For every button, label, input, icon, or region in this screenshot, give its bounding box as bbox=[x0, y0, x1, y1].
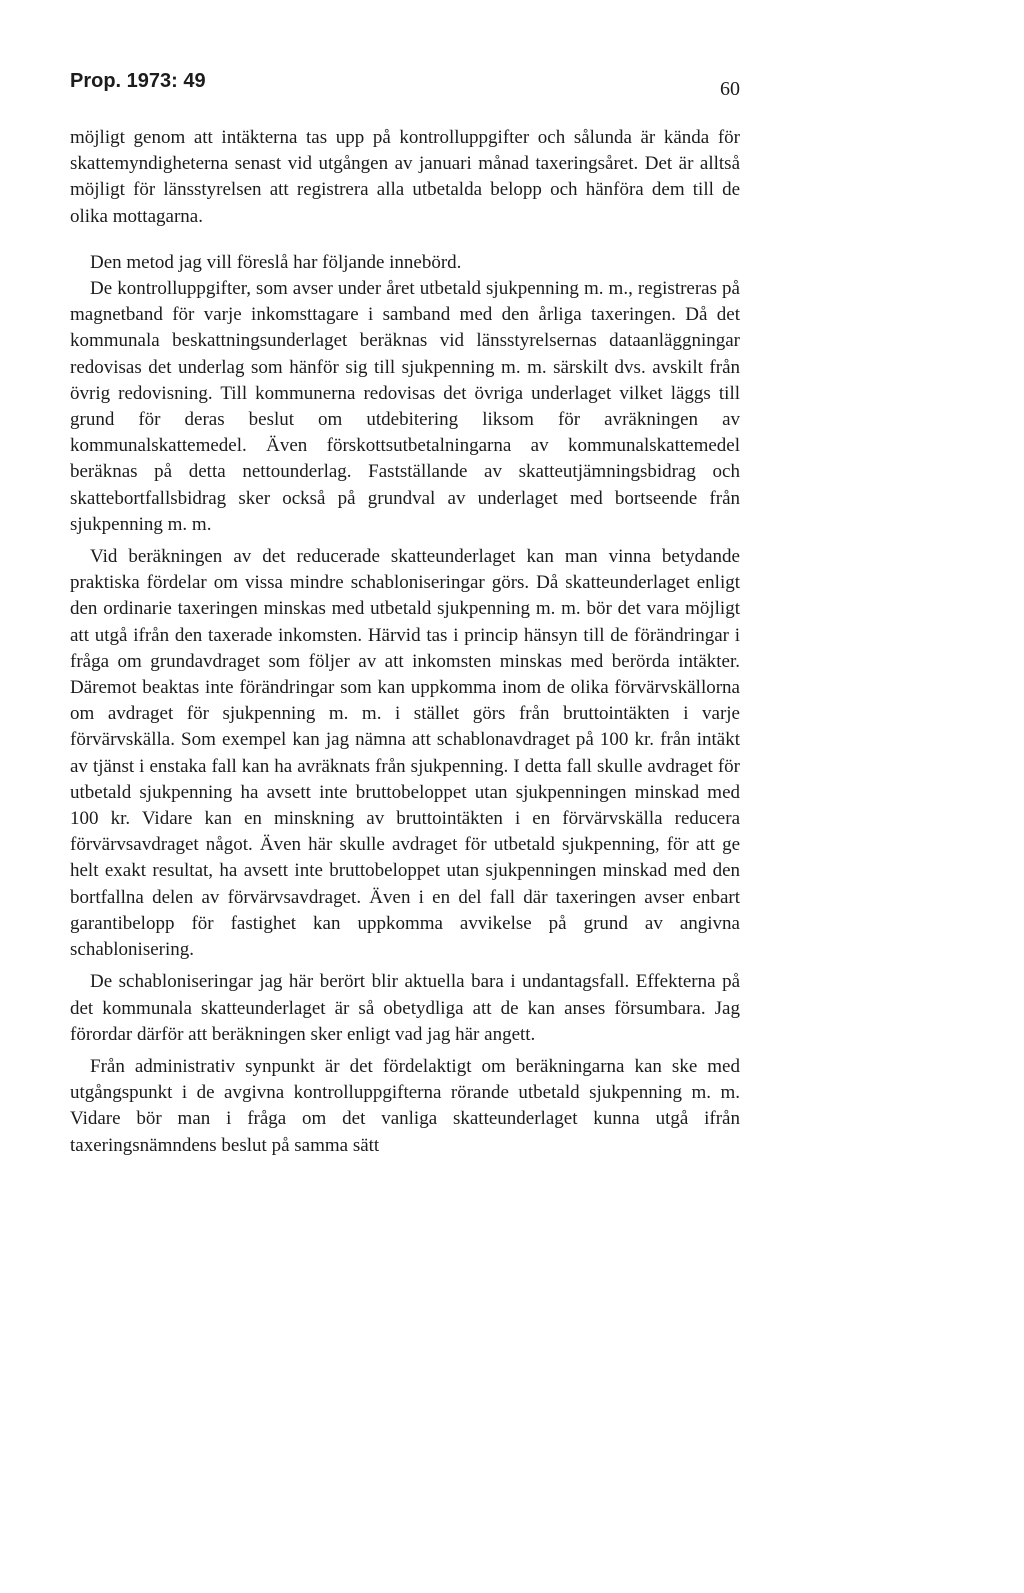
paragraph-6: Från administrativ synpunkt är det fördelaktigt om beräkningarna kan ske med utgångspunkt i de avgivna kontrolluppgifterna rörande utbetald sjukpenning m. m. Vidare bör man i fråga om det vanliga skatteunderlaget kunna utgå ifrån taxeringsnämndens beslut på samma sätt bbox=[70, 1055, 740, 1156]
page-header bbox=[70, 70, 740, 100]
page-number: 60 bbox=[720, 78, 740, 100]
document-body bbox=[70, 125, 740, 1159]
proposition-reference: Prop. 1973: 49 bbox=[70, 70, 206, 92]
paragraph-1: möjligt genom att intäkterna tas upp på kontrolluppgifter och sålunda är kända för skattemyndigheterna senast vid utgången av januari månad taxeringsåret. Det är alltså möjligt för länsstyrelsen att registrera alla utbetalda belopp och hänföra dem till de olika mottagarna. bbox=[70, 127, 740, 227]
paragraph-4: Vid beräkningen av det reducerade skatteunderlaget kan man vinna betydande praktiska fördelar om vissa mindre schabloniseringar görs. Då skatteunderlaget enligt den ordinarie taxeringen minskas med utbetald sjukpenning m. m. bör det vara möjligt att utgå ifrån den taxerade inkomsten. Härvid tas i princip hänsyn till de förändringar i fråga om grundavdraget som följer av att inkomsten minskas med berörda intäkter. Däremot beaktas inte förändringar som kan uppkomma inom de olika förvärvskällorna om avdraget för sjukpenning m. m. i stället görs från bruttointäkten i varje förvärvskälla. Som exempel kan jag nämna att schablonavdraget på 100 kr. från intäkt av tjänst i enstaka fall kan ha avräknats från sjukpenning. I detta fall skulle avdraget för utbetald sjukpenning ha avsett inte bruttobeloppet utan sjukpenningen minskad med 100 kr. Vidare kan en minskning av bruttointäkten i en förvärvskälla reducera förvärvsavdraget något. Även här skulle avdraget för utbetald sjukpenning, för att ge helt exakt resultat, ha avsett inte bruttobeloppet utan sjukpenningen minskad med den bortfallna delen av förvärvsavdraget. Även i en del fall där taxeringen avser enbart garantibelopp för fastighet kan uppkomma avvikelse på grund av angivna schablonisering. bbox=[70, 546, 740, 961]
paragraph-5: De schabloniseringar jag här berört blir aktuella bara i undantagsfall. Effekterna på det kommunala skatteunderlaget är så obetydliga att de kan anses försumbara. Jag förordar därför att beräkningen sker enligt vad jag här angett. bbox=[70, 971, 740, 1045]
paragraph-3: De kontrolluppgifter, som avser under året utbetald sjukpenning m. m., registreras på magnetband för varje inkomsttagare i samband med den årliga taxeringen. Då det kommunala beskattningsunderlaget beräknas vid länsstyrelsernas dataanläggningar redovisas det underlag som hänför sig till sjukpenning m. m. särskilt dvs. avskilt från övrig redovisning. Till kommunerna redovisas det övriga underlaget vilket läggs till grund för deras beslut om utdebitering liksom för avräkningen av kommunalskattemedel. Även förskottsutbetalningarna av kommunalskattemedel beräknas på detta nettounderlag. Fastställande av skatteutjämningsbidrag och skattebortfallsbidrag sker också på grundval av underlaget med bortseende från sjukpenning m. m. bbox=[70, 278, 740, 535]
paragraph-2: Den metod jag vill föreslå har följande innebörd. bbox=[90, 251, 462, 273]
